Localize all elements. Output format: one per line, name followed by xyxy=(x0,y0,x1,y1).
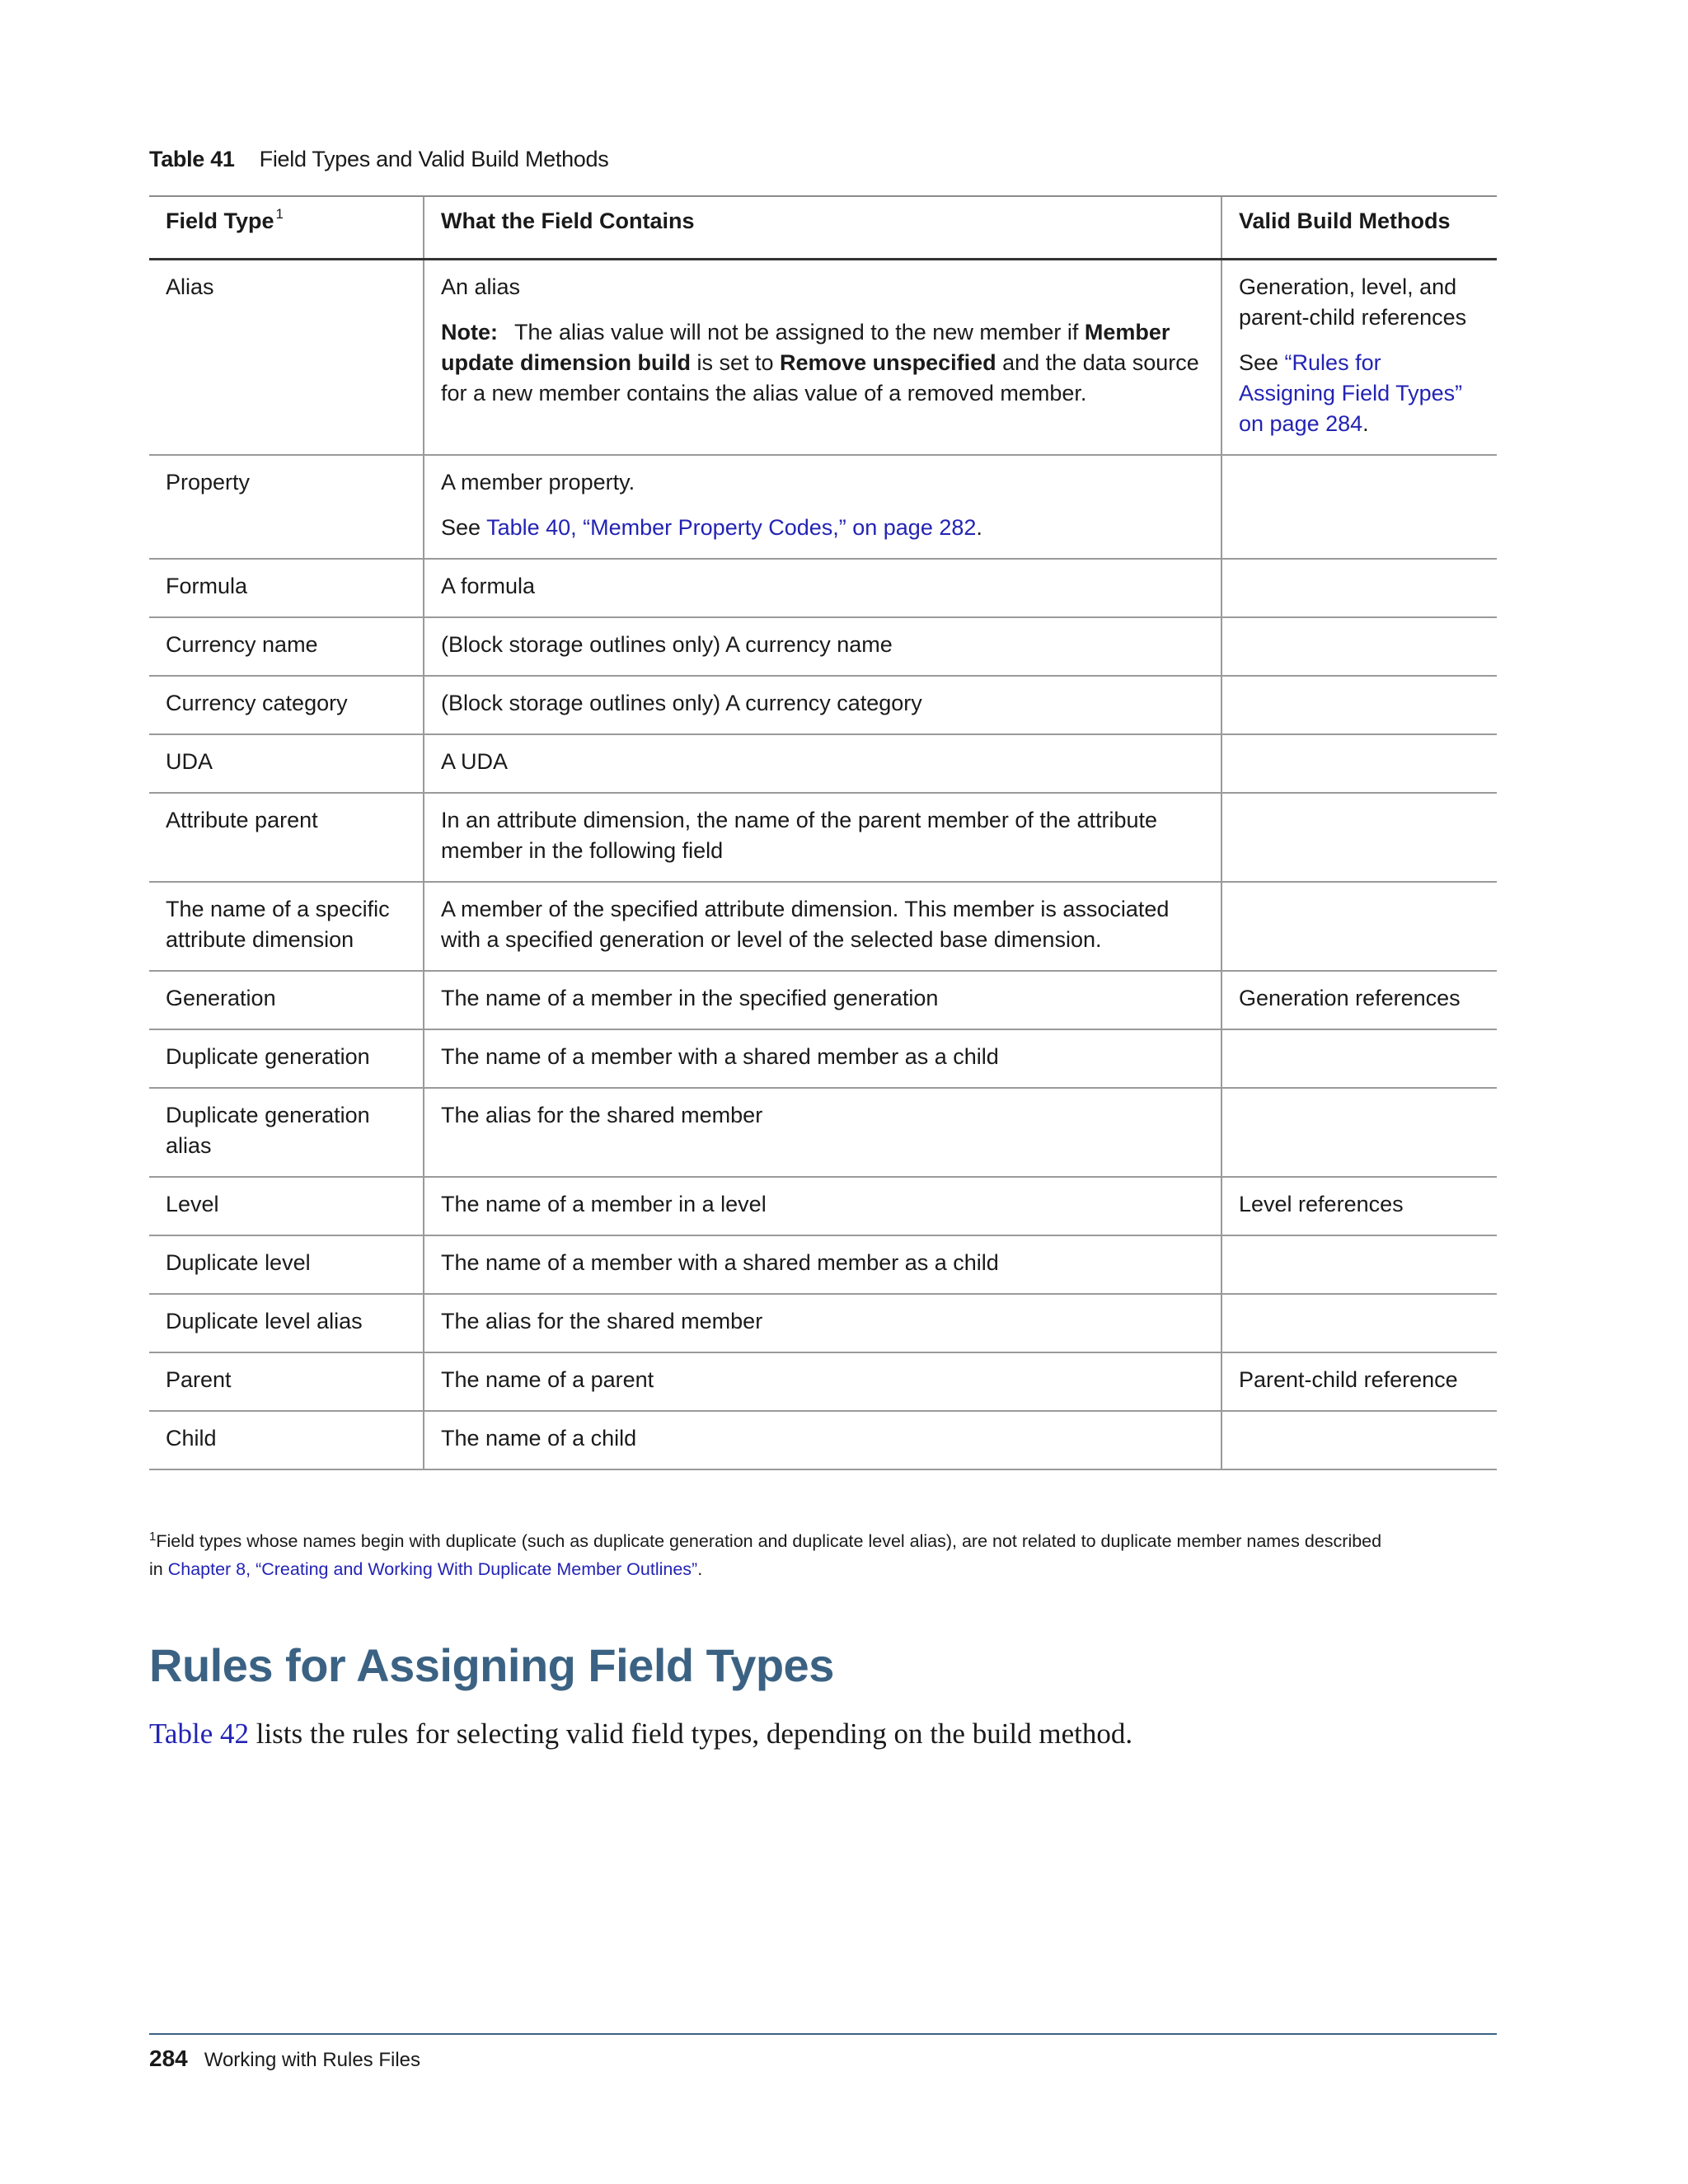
cell-contains-text: A member property. xyxy=(441,470,635,494)
footnote-number: 1 xyxy=(149,1530,157,1544)
cell-methods xyxy=(1221,617,1497,676)
note xyxy=(441,317,1204,409)
cell-field-type: Attribute parent xyxy=(149,793,424,882)
body-paragraph-text: lists the rules for selecting valid field types, depending on the build method. xyxy=(248,1718,1133,1750)
cell-field-type: Duplicate level alias xyxy=(149,1294,424,1352)
cell-contains: The name of a member in a level xyxy=(424,1177,1221,1235)
rules-field-types-link[interactable]: “Rules for Assigning Field Types” on page 284 xyxy=(1239,350,1463,436)
see-suffix: . xyxy=(1362,411,1369,436)
cell-field-type: Duplicate level xyxy=(149,1235,424,1294)
cell-contains: A UDA xyxy=(424,734,1221,793)
cell-methods xyxy=(1221,455,1497,559)
cell-field-type: Currency name xyxy=(149,617,424,676)
cell-methods: Level references xyxy=(1221,1177,1497,1235)
table-row xyxy=(149,1177,1497,1235)
footnote-text: Field types whose names begin with duplicate (such as duplicate generation and duplicate level alias), are not related to duplicate member names described in xyxy=(149,1531,1382,1579)
cell-methods xyxy=(1221,1235,1497,1294)
note-text-2: is set to xyxy=(691,350,781,375)
cell-methods xyxy=(1221,1088,1497,1177)
page-footer xyxy=(149,2046,420,2072)
see-prefix: See xyxy=(441,515,487,540)
table-footnote xyxy=(149,1527,1386,1583)
table-caption-number: Table 41 xyxy=(149,147,235,171)
cell-field-type: Formula xyxy=(149,559,424,617)
table-row-alias xyxy=(149,260,1497,456)
note-bold-1: Member update dimension build xyxy=(441,320,1170,375)
cell-field-type: Generation xyxy=(149,971,424,1029)
cell-methods xyxy=(1221,793,1497,882)
cell-methods xyxy=(1221,1029,1497,1088)
table-header-row xyxy=(149,196,1497,260)
cell-contains: The alias for the shared member xyxy=(424,1294,1221,1352)
table-row xyxy=(149,1029,1497,1088)
cell-field-type: UDA xyxy=(149,734,424,793)
cell-field-type: The name of a specific attribute dimension xyxy=(149,882,424,971)
see-prefix: See xyxy=(1239,350,1285,375)
cell-methods xyxy=(1221,1411,1497,1469)
table-row xyxy=(149,559,1497,617)
cell-methods: Parent-child reference xyxy=(1221,1352,1497,1411)
header-methods: Valid Build Methods xyxy=(1221,196,1497,260)
table-row xyxy=(149,676,1497,734)
cell-methods: Generation references xyxy=(1221,971,1497,1029)
cell-contains: The name of a member with a shared member as a child xyxy=(424,1235,1221,1294)
see-reference xyxy=(1239,348,1480,439)
cell-contains: A formula xyxy=(424,559,1221,617)
note-text-3: and the data source for a new member contains the alias value of a removed member. xyxy=(441,350,1199,405)
table-caption-title: Field Types and Valid Build Methods xyxy=(259,147,609,171)
table-caption xyxy=(149,147,608,172)
footnote-mark: 1 xyxy=(275,206,284,222)
table-row xyxy=(149,1294,1497,1352)
cell-methods xyxy=(1221,882,1497,971)
cell-contains: In an attribute dimension, the name of the parent member of the attribute member in the following field xyxy=(424,793,1221,882)
cell-contains xyxy=(424,260,1221,456)
table-row xyxy=(149,1235,1497,1294)
cell-field-type: Alias xyxy=(149,260,424,456)
cell-contains: The name of a member with a shared member as a child xyxy=(424,1029,1221,1088)
cell-field-type: Child xyxy=(149,1411,424,1469)
chapter-title: Working with Rules Files xyxy=(204,2049,421,2071)
cell-contains: The name of a parent xyxy=(424,1352,1221,1411)
member-property-codes-link[interactable]: Table 40, “Member Property Codes,” on page 282 xyxy=(486,515,977,540)
cell-methods xyxy=(1221,676,1497,734)
cell-field-type: Currency category xyxy=(149,676,424,734)
page-number: 284 xyxy=(149,2046,188,2071)
table-row-property xyxy=(149,455,1497,559)
header-contains: What the Field Contains xyxy=(424,196,1221,260)
cell-contains-text: An alias xyxy=(441,274,521,299)
cell-methods xyxy=(1221,734,1497,793)
footer-rule xyxy=(149,2033,1497,2035)
section-heading: Rules for Assigning Field Types xyxy=(149,1639,834,1691)
table-row xyxy=(149,1411,1497,1469)
cell-contains: (Block storage outlines only) A currency name xyxy=(424,617,1221,676)
table-row xyxy=(149,617,1497,676)
table-row xyxy=(149,882,1497,971)
cell-contains: The name of a member in the specified generation xyxy=(424,971,1221,1029)
duplicate-member-outlines-link[interactable]: Chapter 8, “Creating and Working With Duplicate Member Outlines” xyxy=(167,1559,698,1579)
note-text-1: The alias value will not be assigned to the new member if xyxy=(514,320,1085,344)
table-42-link[interactable]: Table 42 xyxy=(149,1718,249,1750)
table-row xyxy=(149,734,1497,793)
table-row xyxy=(149,1352,1497,1411)
cell-contains: The name of a child xyxy=(424,1411,1221,1469)
table-row xyxy=(149,1088,1497,1177)
cell-contains xyxy=(424,455,1221,559)
cell-methods xyxy=(1221,260,1497,456)
see-reference xyxy=(441,513,1204,543)
table-row xyxy=(149,793,1497,882)
cell-field-type: Property xyxy=(149,455,424,559)
cell-methods xyxy=(1221,1294,1497,1352)
cell-contains: The alias for the shared member xyxy=(424,1088,1221,1177)
cell-contains: (Block storage outlines only) A currency category xyxy=(424,676,1221,734)
cell-methods xyxy=(1221,559,1497,617)
note-label: Note: xyxy=(441,320,498,344)
cell-methods-text: Generation, level, and parent-child references xyxy=(1239,274,1467,330)
header-field-type xyxy=(149,196,424,260)
see-suffix: . xyxy=(976,515,982,540)
cell-contains: A member of the specified attribute dimension. This member is associated with a specified generation or level of the selected base dimension. xyxy=(424,882,1221,971)
cell-field-type: Level xyxy=(149,1177,424,1235)
cell-field-type: Duplicate generation alias xyxy=(149,1088,424,1177)
footnote-suffix: . xyxy=(697,1559,703,1579)
cell-field-type: Parent xyxy=(149,1352,424,1411)
table-row xyxy=(149,971,1497,1029)
field-types-table xyxy=(149,195,1497,1470)
note-bold-2: Remove unspecified xyxy=(780,350,996,375)
body-paragraph xyxy=(149,1718,1132,1750)
header-field-type-label: Field Type xyxy=(166,209,274,233)
cell-field-type: Duplicate generation xyxy=(149,1029,424,1088)
